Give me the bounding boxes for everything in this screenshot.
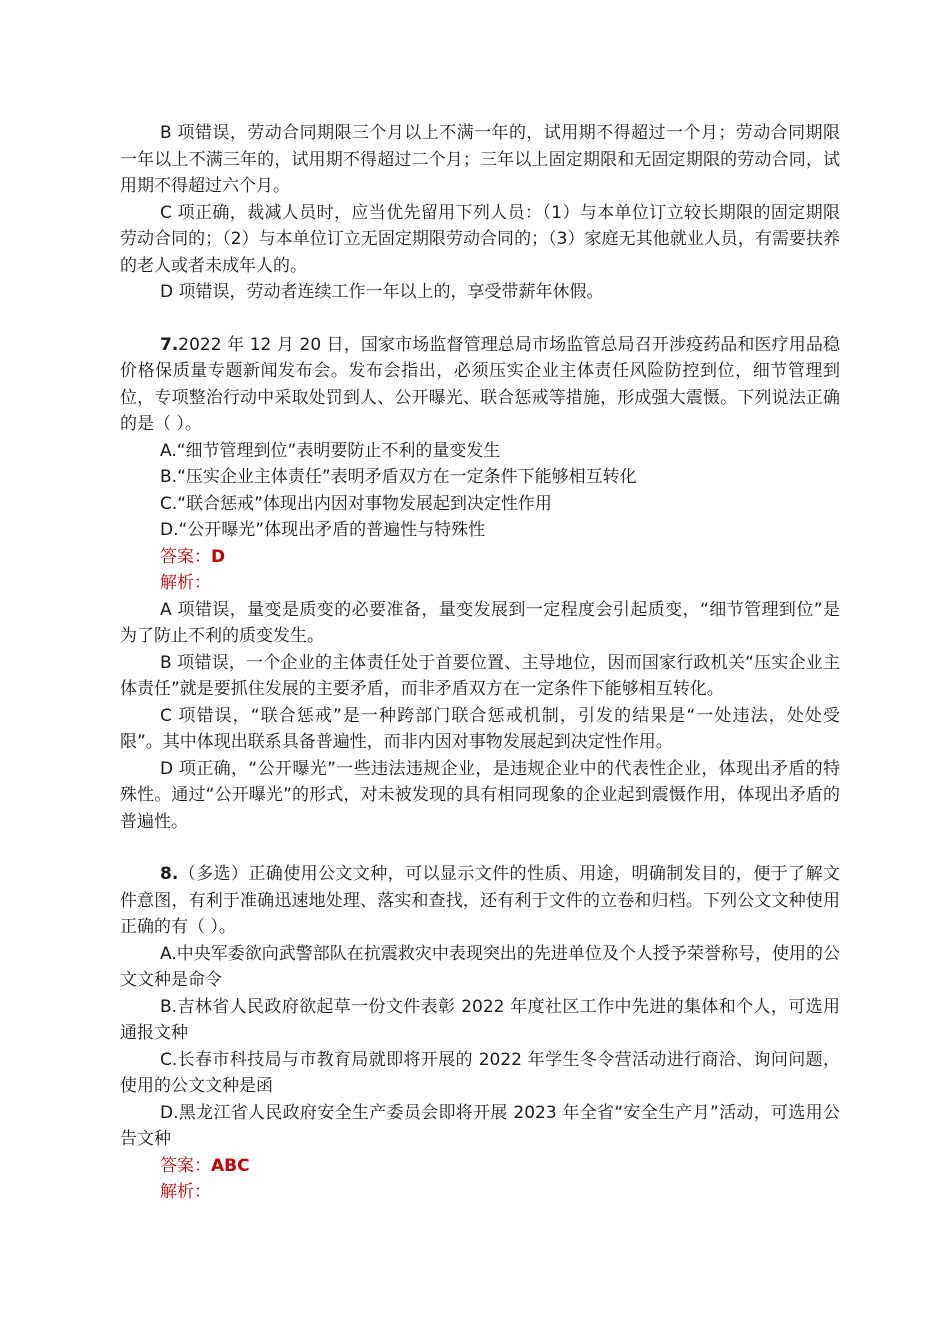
document-page xyxy=(120,120,840,1206)
question-7-answer xyxy=(120,544,840,571)
question-8-number: 8. xyxy=(160,864,179,884)
question-7-stem xyxy=(120,332,840,438)
question-7-option-a: A.“细节管理到位”表明要防止不利的量变发生 xyxy=(160,440,501,461)
answer-label: 答案： xyxy=(160,546,211,567)
question-7-option-b: B.“压实企业主体责任”表明矛盾双方在一定条件下能够相互转化 xyxy=(160,467,637,487)
question-7-number: 7. xyxy=(160,334,179,355)
question-8-option-a: A.中央军委欲向武警部队在抗震救灾中表现突出的先进单位及个人授予荣誉称号，使用的公文文种是命令 xyxy=(120,943,840,990)
answer-label: 答案： xyxy=(160,1155,211,1176)
question-7-option-c: C.“联合惩戒”体现出内因对事物发展起到决定性作用 xyxy=(160,493,552,514)
question-7-option-d: D.“公开曝光”体现出矛盾的普遍性与特殊性 xyxy=(160,520,486,540)
question-7-analysis-label xyxy=(120,570,840,597)
answer-value: ABC xyxy=(211,1155,250,1176)
question-8-analysis-label xyxy=(120,1179,840,1206)
question-8-stem xyxy=(120,861,840,941)
prev-analysis-c: C 项正确，裁减人员时，应当优先留用下列人员：（1）与本单位订立较长期限的固定期限劳动合同的；（2）与本单位订立无固定期限劳动合同的；（3）家庭无其他就业人员，有需要扶养的老人或者未成年人的。 xyxy=(120,202,840,276)
question-8-text: （多选）正确使用公文文种，可以显示文件的性质、用途，明确制发目的，便于了解文件意图，有利于准确迅速地处理、落实和查找，还有利于文件的立卷和归档。下列公文文种使用正确的有（ ）。 xyxy=(120,864,840,937)
question-8-option-d: D.黑龙江省人民政府安全生产委员会即将开展 2023 年全省“安全生产月”活动，可选用公告文种 xyxy=(120,1102,840,1149)
prev-analysis-b: B 项错误，劳动合同期限三个月以上不满一年的，试用期不得超过一个月；劳动合同期限一年以上不满三年的，试用期不得超过二个月；三年以上固定期限和无固定期限的劳动合同，试用期不得超过六个月。 xyxy=(120,123,840,196)
prev-analysis-d: D 项错误，劳动者连续工作一年以上的，享受带薪年休假。 xyxy=(160,282,604,302)
analysis-label: 解析： xyxy=(160,1182,211,1202)
question-8-option-c: C.长春市科技局与市教育局就即将开展的 2022 年学生冬令营活动进行商洽、询问问题，使用的公文文种是函 xyxy=(120,1049,840,1096)
answer-value: D xyxy=(211,546,226,567)
question-7-text: 2022 年 12 月 20 日，国家市场监督管理总局市场监管总局召开涉疫药品和医疗用品稳价格保质量专题新闻发布会。发布会指出，必须压实企业主体责任风险防控到位，细节管理到位，专项整治行动中采取处罚到人、公开曝光、联合惩戒等措施，形成强大震慑。下列说法正确的是（ ）。 xyxy=(120,334,840,434)
question-8-option-b: B.吉林省人民政府欲起草一份文件表彰 2022 年度社区工作中先进的集体和个人，可选用通报文种 xyxy=(120,996,840,1043)
question-8-answer xyxy=(120,1153,840,1180)
question-7-analysis-d: D 项正确，“公开曝光”一些违法违规企业，是违规企业中的代表性企业，体现出矛盾的特殊性。通过“公开曝光”的形式，对未被发现的具有相同现象的企业起到震慑作用，体现出矛盾的普遍性。 xyxy=(120,758,840,832)
question-7-analysis-c: C 项错误，“联合惩戒”是一种跨部门联合惩戒机制，引发的结果是“一处违法，处处受限”。其中体现出联系具备普遍性，而非内因对事物发展起到决定性作用。 xyxy=(120,705,840,752)
question-7-analysis-a: A 项错误，量变是质变的必要准备，量变发展到一定程度会引起质变，“细节管理到位”是为了防止不利的质变发生。 xyxy=(120,599,840,646)
analysis-label: 解析： xyxy=(160,573,211,593)
question-7-analysis-b: B 项错误，一个企业的主体责任处于首要位置、主导地位，因而国家行政机关“压实企业主体责任”就是要抓住发展的主要矛盾，而非矛盾双方在一定条件下能够相互转化。 xyxy=(120,652,840,699)
